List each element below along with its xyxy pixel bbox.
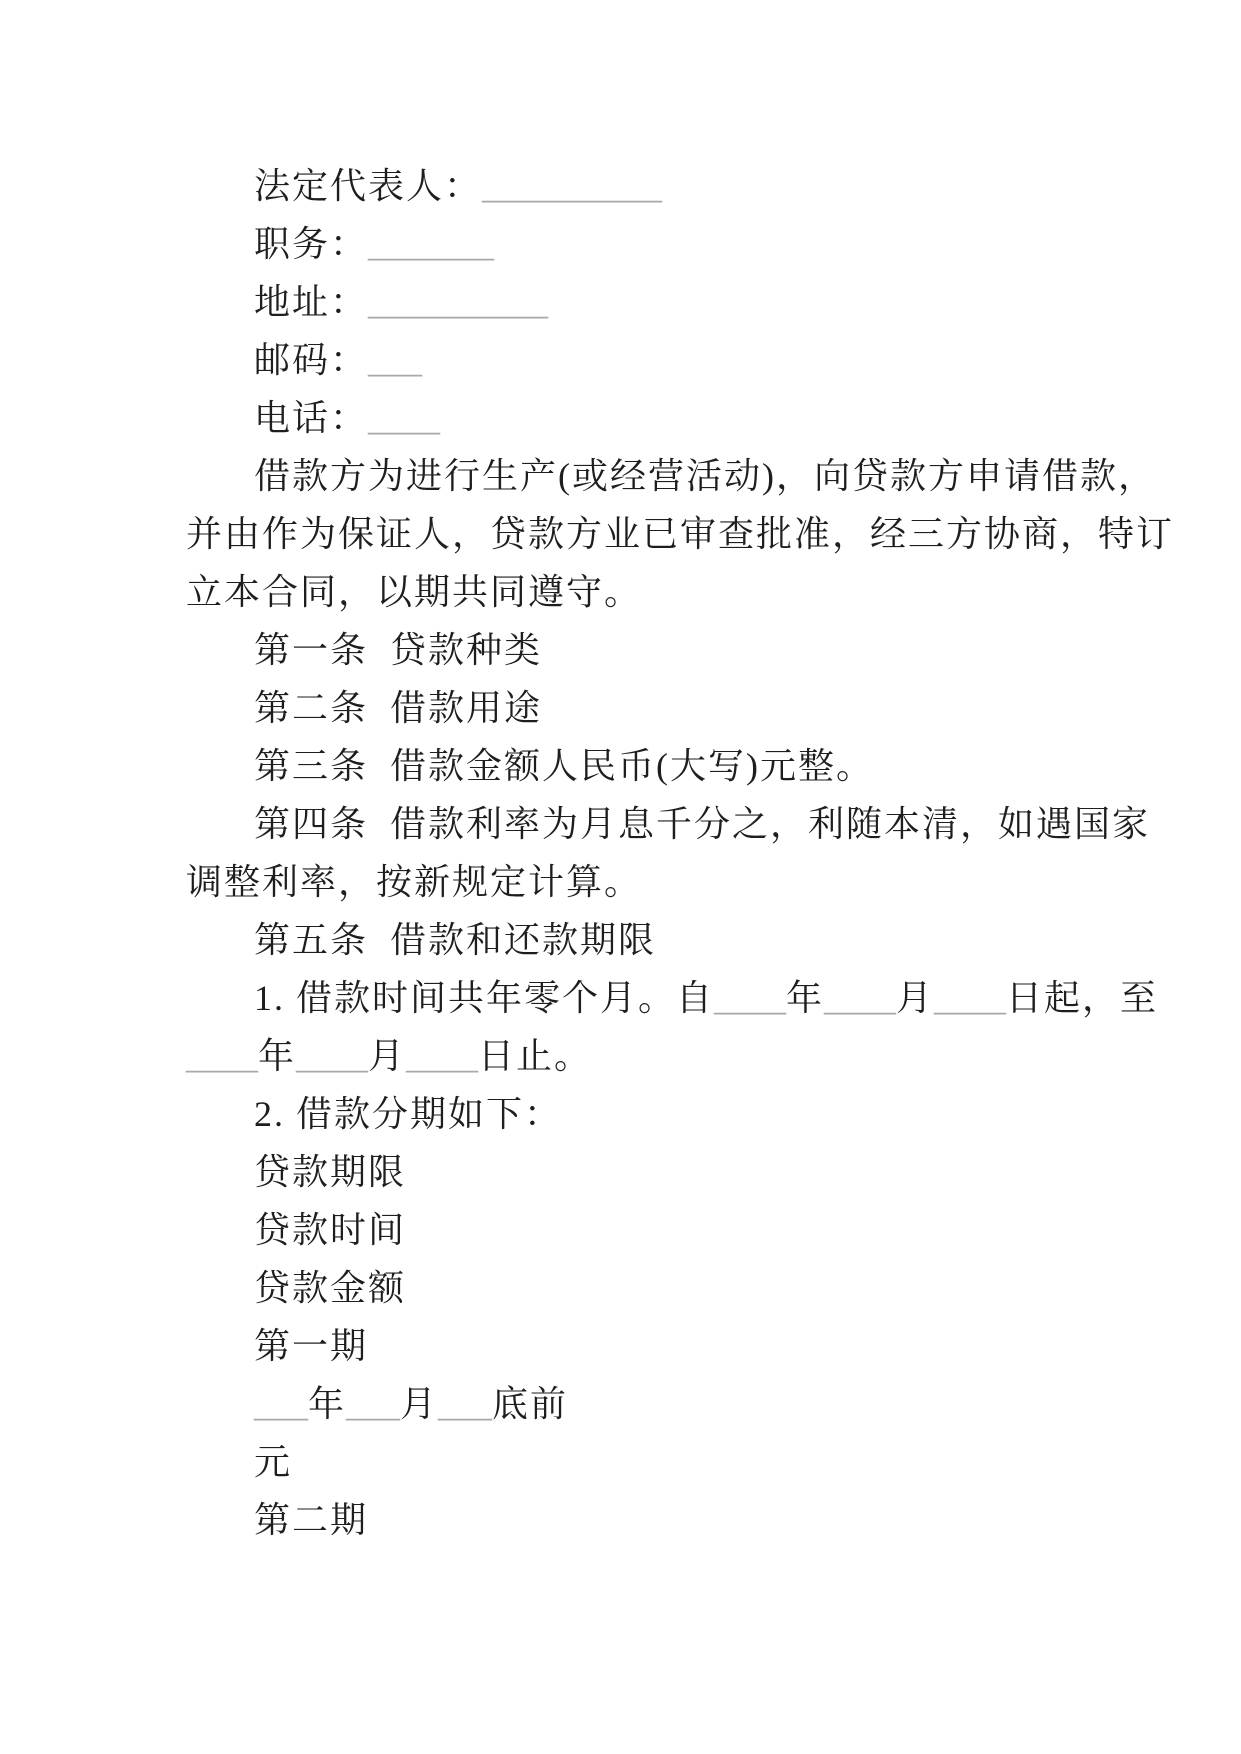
intro-paragraph-line-3: 立本合同，以期共同遵守。 xyxy=(186,572,643,612)
blank-underline: __________ xyxy=(482,166,663,206)
intro-paragraph-line-1: 借款方为进行生产(或经营活动)，向贷款方申请借款， xyxy=(254,456,1156,496)
loan-time-label-line: 贷款时间 xyxy=(254,1210,407,1250)
clause-2-line: 第二条 借款用途 xyxy=(254,688,543,728)
blank-underline: ___ xyxy=(368,340,423,380)
installment-2-line: 第二期 xyxy=(254,1500,369,1540)
blank-underline: _______ xyxy=(368,224,495,264)
address-line: 地址：__________ xyxy=(254,282,549,322)
blank-underline: ____ xyxy=(406,1036,479,1076)
clause-4-line-2: 调整利率，按新规定计算。 xyxy=(186,862,643,902)
blank-underline: ____ xyxy=(824,978,897,1018)
blank-underline: __________ xyxy=(368,282,549,322)
intro-paragraph-line-2: 并由作为保证人，贷款方业已审查批准，经三方协商，特订 xyxy=(186,514,1175,554)
legal-representative-line: 法定代表人：__________ xyxy=(254,166,663,206)
installment-1-line: 第一期 xyxy=(254,1326,369,1366)
loan-term-item-2-line: 2. 借款分期如下： xyxy=(254,1094,563,1134)
loan-period-label-line: 贷款期限 xyxy=(254,1152,407,1192)
clause-5-line: 第五条 借款和还款期限 xyxy=(254,920,657,960)
loan-term-item-1-line-1: 1. 借款时间共年零个月。自____年____月____日起，至 xyxy=(254,978,1159,1018)
loan-term-item-1-line-2: ____年____月____日止。 xyxy=(186,1036,593,1076)
installment-1-date-line: ___年___月___底前 xyxy=(254,1384,569,1424)
phone-line: 电话：____ xyxy=(254,398,441,438)
blank-underline: ____ xyxy=(368,398,441,438)
clause-4-line-1: 第四条 借款利率为月息千分之，利随本清，如遇国家 xyxy=(254,804,1151,844)
clause-3-line: 第三条 借款金额人民币(大写)元整。 xyxy=(254,746,874,786)
loan-amount-label-line: 贷款金额 xyxy=(254,1268,407,1308)
blank-underline: ____ xyxy=(714,978,787,1018)
installment-1-amount-line: 元 xyxy=(254,1442,293,1482)
position-line: 职务：_______ xyxy=(254,224,495,264)
postcode-line: 邮码：___ xyxy=(254,340,423,380)
blank-underline: ____ xyxy=(934,978,1007,1018)
blank-underline: ____ xyxy=(296,1036,369,1076)
blank-underline: ___ xyxy=(438,1384,493,1424)
contract-body xyxy=(186,157,1175,1549)
blank-underline: ____ xyxy=(186,1036,258,1076)
clause-1-line: 第一条 贷款种类 xyxy=(254,630,543,670)
blank-underline: ___ xyxy=(346,1384,401,1424)
blank-underline: ___ xyxy=(254,1384,308,1424)
